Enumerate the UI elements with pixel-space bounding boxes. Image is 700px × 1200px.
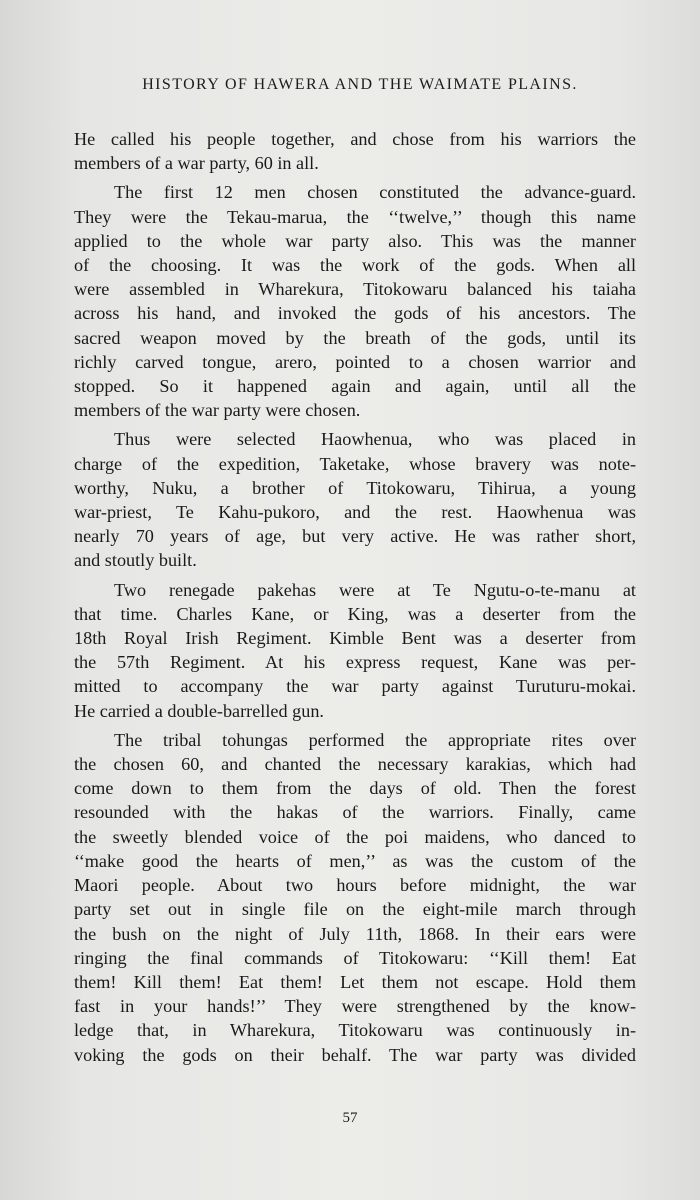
text-line: war-priest, Te Kahu-pukoro, and the rest. Haowhenua was xyxy=(74,502,636,523)
text-line: charge of the expedition, Taketake, whose bravery was note- xyxy=(74,453,636,474)
text-line: He carried a double-barrelled gun. xyxy=(74,700,324,721)
text-line: of the choosing. It was the work of the gods. When all xyxy=(74,255,636,276)
text-line: Two renegade pakehas were at Te Ngutu-o-te-manu at xyxy=(114,579,636,600)
text-line: Maori people. About two hours before midnight, the war xyxy=(74,875,636,896)
text-line: The tribal tohungas performed the appropriate rites over xyxy=(114,729,636,750)
paragraph xyxy=(74,728,636,1067)
paragraph xyxy=(74,127,636,175)
text-line: richly carved tongue, arero, pointed to a chosen warrior and xyxy=(74,351,636,372)
text-line: come down to them from the days of old. Then the forest xyxy=(74,778,636,799)
text-line: The first 12 men chosen constituted the advance-guard. xyxy=(114,182,636,203)
text-line: mitted to accompany the war party against Turuturu-mokai. xyxy=(74,676,636,697)
text-line: across his hand, and invoked the gods of his ancestors. The xyxy=(74,303,636,324)
text-line: sacred weapon moved by the breath of the gods, until its xyxy=(74,327,636,348)
text-line: the bush on the night of July 11th, 1868. In their ears were xyxy=(74,923,636,944)
text-line: fast in your hands!’’ They were strengthened by the know- xyxy=(74,996,636,1017)
text-line: worthy, Nuku, a brother of Titokowaru, Tihirua, a young xyxy=(74,477,636,498)
text-line: members of the war party were chosen. xyxy=(74,400,361,421)
text-line: applied to the whole war party also. This was the manner xyxy=(74,230,636,251)
body-text xyxy=(74,127,636,1067)
paragraph xyxy=(74,427,636,572)
text-line: the chosen 60, and chanted the necessary karakias, which had xyxy=(74,754,636,775)
text-line: them! Kill them! Eat them! Let them not escape. Hold them xyxy=(74,971,636,992)
text-line: stopped. So it happened again and again, until all the xyxy=(74,376,636,397)
paragraph xyxy=(74,578,636,723)
text-line: that time. Charles Kane, or King, was a deserter from the xyxy=(74,603,636,624)
text-line: resounded with the hakas of the warriors. Finally, came xyxy=(74,802,636,823)
text-line: the 57th Regiment. At his express request, Kane was per- xyxy=(74,652,636,673)
text-line: party set out in single file on the eight-mile march through xyxy=(74,899,636,920)
text-line: ledge that, in Wharekura, Titokowaru was continuously in- xyxy=(74,1020,636,1041)
text-line: Thus were selected Haowhenua, who was placed in xyxy=(114,429,636,450)
text-line: voking the gods on their behalf. The war party was divided xyxy=(74,1044,636,1065)
text-line: the sweetly blended voice of the poi maidens, who danced to xyxy=(74,826,636,847)
text-line: ringing the final commands of Titokowaru: ‘‘Kill them! Eat xyxy=(74,947,636,968)
text-line: members of a war party, 60 in all. xyxy=(74,153,319,174)
text-line: and stoutly built. xyxy=(74,550,197,571)
text-line: They were the Tekau-marua, the ‘‘twelve,’’ though this name xyxy=(74,206,636,227)
text-line: ‘‘make good the hearts of men,’’ as was the custom of the xyxy=(74,850,636,871)
page-number: 57 xyxy=(342,1110,358,1126)
text-line: 18th Royal Irish Regiment. Kimble Bent was a deserter from xyxy=(74,628,636,649)
running-head: HISTORY OF HAWERA AND THE WAIMATE PLAINS. xyxy=(142,76,578,93)
paragraph xyxy=(74,180,636,422)
text-line: nearly 70 years of age, but very active. He was rather short, xyxy=(74,526,636,547)
text-line: were assembled in Wharekura, Titokowaru balanced his taiaha xyxy=(74,279,636,300)
text-line: He called his people together, and chose from his warriors the xyxy=(74,129,636,149)
